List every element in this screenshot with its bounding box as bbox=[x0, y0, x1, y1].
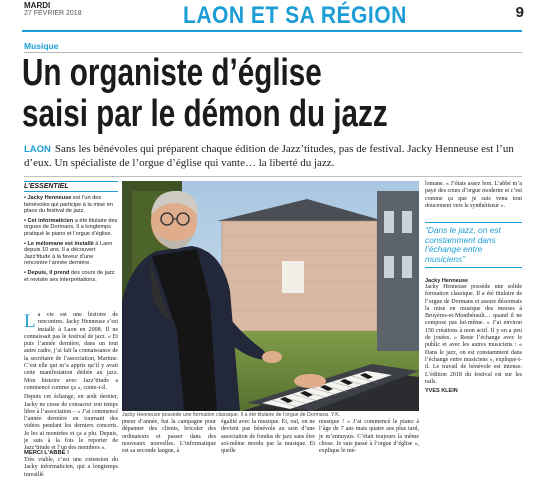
headline bbox=[22, 53, 412, 135]
column-1-bottom bbox=[24, 449, 118, 481]
quote-attribution: Jacky Henneuse bbox=[425, 278, 469, 284]
section-title: LAON ET SA RÉGION bbox=[183, 2, 407, 29]
article-photo bbox=[122, 181, 419, 411]
headline-line-1: Un organiste d’église bbox=[22, 52, 322, 94]
essentiel-item-text: a été titulaire des orgues de Dormans. Il a longtemps pratiqué le piano et l’orgue d’église. bbox=[24, 217, 118, 237]
lead-text: Sans les bénévoles qui préparent chaque édition de Jazz’titudes, pas de festival. Jacky Henneuse est l’un d’eux. Un spécialiste de l’orgue d’église qui vante… la liberté du jazz. bbox=[24, 143, 514, 169]
photo-caption: Jacky Henneuse possède une formation classique. Il a été titulaire de l’orgue de Dormans. Y.K. bbox=[122, 412, 341, 418]
masthead bbox=[0, 0, 540, 34]
column-5-top: lomane. « J’étais assez bon. L’abbé m’a payé des cours d’orgue moderne et c’est comme ça que je suis venu tout doucement vers le synthétiseur ». bbox=[425, 181, 522, 209]
column-1-paragraph-1 bbox=[24, 312, 118, 392]
essentiel-item bbox=[24, 241, 118, 267]
essentiel-item bbox=[24, 270, 118, 283]
page-number: 9 bbox=[515, 4, 524, 21]
lead-location-tag: LAON bbox=[24, 144, 51, 155]
column-4: musique ! « J’ai commencé le piano à l’âge de 7 ans mais quatre ans plus tard, je m’ennuyais. C’était toujours la même chose. Je suis passé à l’orgue d’église », explique le mé- bbox=[319, 419, 419, 455]
column-1-paragraph-2: Depuis cet échange, en août dernier, Jacky ne cesse de consacrer son temps libre à l’association – « J’ai commencé l’année dernière en tournant des vidéos pendant les derniers concerts. Je les ai montrées et ça a plu. Depuis, je suis à la fois le reporter de Jazz’titude et l’un des membres ». bbox=[24, 394, 118, 452]
column-5-paragraph: Jacky Henneuse possède une solide formation classique. Il a été titulaire de l’orgue de Dormans et assure désormais la mise en musique des messes à Bruyères-et-Montbérault… quand il ne compose pas lui-même. « J’ai environ 150 créations à mon actif. Il y en a peu de jouées. » Reste l’échange avec le public et avec les autres musiciens : « Dans le jazz, on est constamment dans l’échange entre musiciens », explique-t-il. Le travail de bénévole est intense. L’édition 2018 du festival est sur les rails. bbox=[425, 284, 522, 385]
column-5-bottom bbox=[425, 277, 522, 394]
essentiel-item-lead: • Jacky Henneuse bbox=[24, 195, 72, 201]
essentiel-item-text: à Laon depuis 10 ans. Il a découvert Jazz’titude à la faveur d’une rencontre l’année dernière. bbox=[24, 240, 113, 267]
essentiel-item bbox=[24, 195, 118, 215]
column-2: pneur d’année, bat la campagne pour dépanner des clients, bricoler des ordinateurs et passer dans des nouveaux nouvelles. L’informatique est sa seconde langue, à bbox=[122, 419, 216, 455]
essentiel-item-text: est l’un des bénévoles qui participe à la mise en place du festival de jazz. bbox=[24, 195, 113, 215]
lead-paragraph bbox=[24, 142, 522, 170]
essentiel-item-lead: • Depuis, il prend bbox=[24, 269, 70, 276]
column-1 bbox=[24, 312, 118, 455]
issue-day: MARDI bbox=[24, 1, 51, 10]
column-3: égalité avec la musique. Et, oui, on ne devient pas bénévole au sein d’une association de fondus de jazz sans être soi-même mordu par la musique. Et quelle bbox=[221, 419, 315, 455]
column-1-text: a vie est une histoire de rencontres. Jacky Henneuse s’est installé à Laon en 2008. Il ne connaissait pas le festival de jazz. « Et puis l’année dernière, dans un tout autre cadre, j’ai fait la connaissance de la secrétaire de l’association, Martine. C’est elle qui m’a appris qu’il y avait cette manifestation dédiée au jazz. Mon histoire avec Jazz’titude a commencé comme ça », conte-t-il. bbox=[24, 312, 118, 391]
issue-date: 27 FÉVRIER 2018 bbox=[24, 10, 82, 17]
rubric-label: Musique bbox=[24, 41, 59, 51]
pull-quote: “Dans le jazz, on est constamment dans l’échange entre musiciens” bbox=[425, 222, 522, 268]
essentiel-title: L’ESSENTIEL bbox=[24, 181, 118, 192]
column-1-paragraph-3: Très viable, c’est une extension du Jacky informaticien, qui a longtemps travaillé bbox=[24, 457, 118, 478]
author-signature: YVES KLEIN bbox=[425, 388, 458, 395]
drop-cap: L bbox=[24, 311, 36, 332]
organist-at-keyboard-illustration bbox=[122, 181, 419, 411]
essentiel-item-text: des cours de jazz et revisite ses interprétations. bbox=[24, 269, 115, 283]
essentiel-box bbox=[24, 181, 118, 286]
masthead-rule bbox=[22, 30, 522, 32]
essentiel-item-lead: • Cet informaticien bbox=[24, 217, 74, 224]
lead-divider bbox=[24, 176, 522, 177]
headline-line-2: saisi par le démon du jazz bbox=[22, 93, 388, 135]
essentiel-item-lead: • Le mélomane est installé bbox=[24, 240, 94, 247]
essentiel-item bbox=[24, 218, 118, 238]
intertitle: MERCI L’ABBÉ ! bbox=[24, 450, 70, 456]
